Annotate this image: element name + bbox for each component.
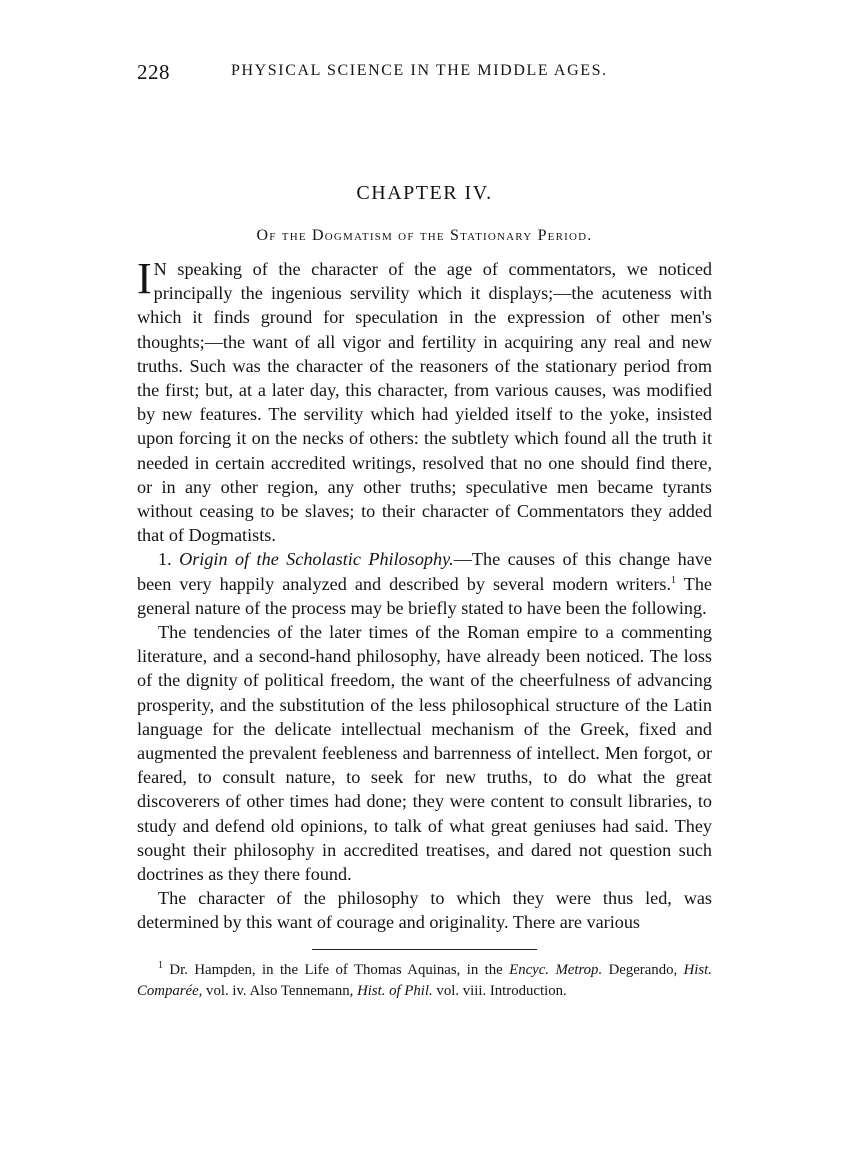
footnote-text-3: vol. iv. Also Tennemann,	[202, 982, 358, 999]
paragraph-1	[137, 254, 712, 547]
footnote-work-1: Encyc. Metrop.	[509, 961, 603, 978]
chapter-subtitle: Of the Dogmatism of the Stationary Period.	[256, 227, 593, 244]
footnote-work-3: Hist. of Phil.	[357, 982, 433, 999]
paragraph-2	[137, 547, 712, 620]
drop-cap: I	[137, 254, 152, 303]
running-title: PHYSICAL SCIENCE IN THE MIDDLE AGES.	[231, 62, 608, 79]
paragraph-2-text-b: The general nature of the process may be briefly stated to have been the following.	[137, 573, 712, 618]
running-head	[137, 60, 712, 90]
book-page	[137, 60, 712, 1002]
footnote-divider	[312, 949, 537, 950]
footnote	[137, 960, 712, 1002]
footnote-text-1: Dr. Hampden, in the Life of Thomas Aquinas, in the	[163, 961, 510, 978]
paragraph-1-text: N speaking of the character of the age of commentators, we noticed principally the ingenious servility which it displays;—the acuteness with which it finds ground for speculation in the expression of other men's thoughts;—the want of all vigor and fertility in acquiring any real and new truths. Such was the character of the reasoners of the stationary period from the first; but, at a later day, this character, from various causes, was modified by new features. The servility which had yielded itself to the yoke, insisted upon forcing it on the necks of others: the subtlety which found all the truth it needed in certain accredited writings, resolved that no one should find there, or in any other region, any other truths; speculative men became tyrants without ceasing to be slaves; to their character of Commentators they added that of Dogmatists.	[137, 259, 712, 546]
footnote-mark: 1	[158, 959, 163, 971]
paragraph-2-text-a: —The causes of this change have been very happily analyzed and described by several modern writers.	[137, 549, 712, 594]
section-number: 1.	[158, 549, 172, 570]
paragraph-4: The character of the philosophy to which they were thus led, was determined by this want of courage and originality. There are various	[137, 888, 712, 933]
page-number: 228	[137, 60, 170, 84]
footnote-work-2: Hist. Comparée,	[137, 961, 712, 999]
body-text	[137, 254, 712, 935]
section-title: Origin of the Scholastic Philosophy.	[179, 549, 454, 570]
footnote-reference[interactable]: 1	[671, 574, 677, 586]
chapter-heading: CHAPTER IV.	[356, 182, 493, 204]
paragraph-3: The tendencies of the later times of the Roman empire to a commenting literature, and a second-hand philosophy, have already been noticed. The loss of the dignity of political freedom, the want of the cheerfulness of advancing prosperity, and the substitution of the less philosophical structure of the Latin language for the delicate intellectual mechanism of the Greek, fixed and augmented the prevalent feebleness and barrenness of intellect. Men forgot, or feared, to consult nature, to seek for new truths, to do what the great discoverers of other times had done; they were content to consult libraries, to study and defend old opinions, to talk of what great geniuses had said. They sought their philosophy in accredited treatises, and dared not question such doctrines as they there found.	[137, 622, 712, 885]
footnote-text-4: vol. viii. Introduction.	[432, 982, 567, 999]
footnote-text-2: Degerando,	[602, 961, 684, 978]
